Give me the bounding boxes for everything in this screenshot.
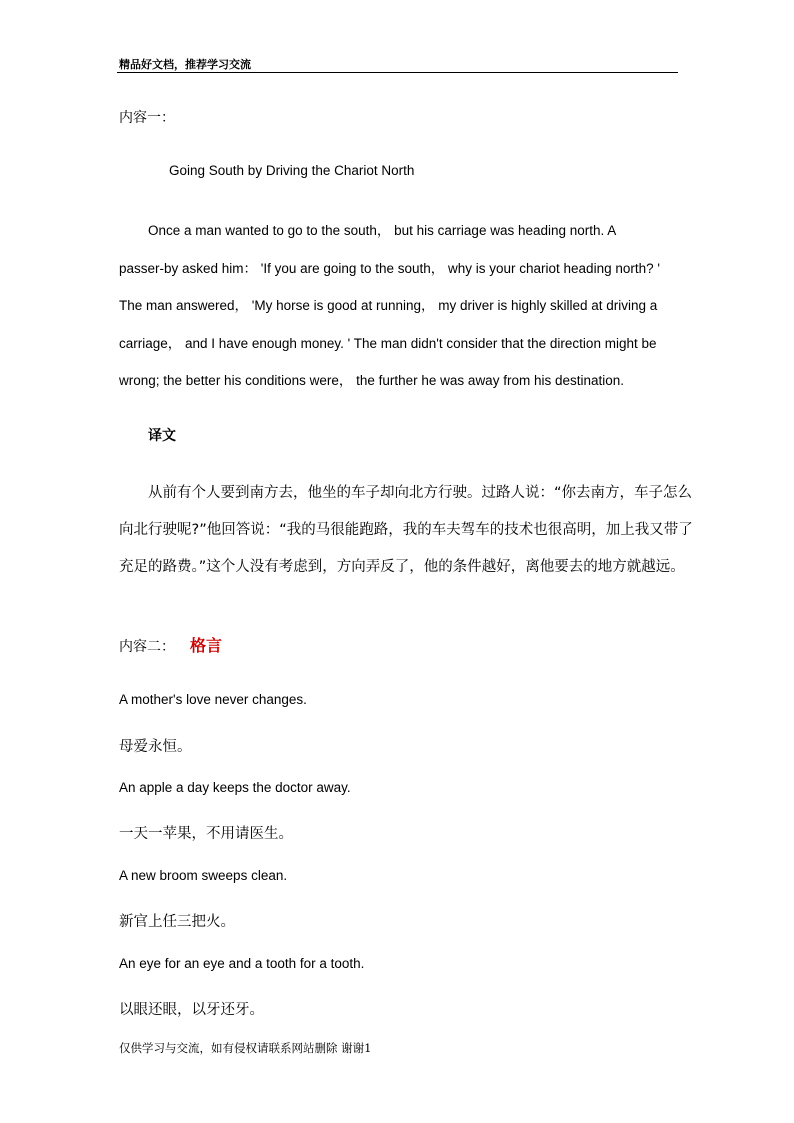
proverb-zh: 以眼还眼，以牙还牙。 <box>119 1002 264 1018</box>
story-line: Once a man wanted to go to the south， but his carriage was heading north. A <box>148 223 617 238</box>
translation-line: 充足的路费。”这个人没有考虑到，方向弄反了，他的条件越好，离他要去的地方就越远。 <box>119 559 685 575</box>
translation-line: 从前有个人要到南方去，他坐的车子却向北方行驶。过路人说：“你去南方，车子怎么 <box>148 485 693 501</box>
proverb-zh: 母爱永恒。 <box>119 739 192 755</box>
section2-label: 内容二： <box>119 639 175 655</box>
page-footer: 仅供学习与交流，如有侵权请联系网站删除 谢谢1 <box>119 1041 372 1055</box>
proverb-zh: 新官上任三把火。 <box>119 914 235 930</box>
proverb-en: An apple a day keeps the doctor away. <box>119 780 351 795</box>
page-header: 精品好文档，推荐学习交流 <box>119 58 251 71</box>
story-line: passer-by asked him： 'If you are going to the south， why is your chariot heading north? ' <box>119 261 660 276</box>
translation-heading: 译文 <box>148 428 176 444</box>
proverb-en: A new broom sweeps clean. <box>119 868 288 883</box>
story-title: Going South by Driving the Chariot North <box>169 163 415 178</box>
proverb-en: A mother's love never changes. <box>119 692 307 707</box>
section1-label: 内容一： <box>119 110 175 126</box>
proverbs-title: 格言 <box>190 636 223 655</box>
header-divider <box>117 72 678 73</box>
story-line: wrong; the better his conditions were， the further he was away from his destination. <box>119 373 625 388</box>
translation-line: 向北行驶呢?”他回答说：“我的马很能跑路，我的车夫驾车的技术也很高明，加上我又带了 <box>119 522 693 538</box>
proverb-zh: 一天一苹果，不用请医生。 <box>119 826 293 842</box>
proverb-en: An eye for an eye and a tooth for a tooth. <box>119 956 365 971</box>
story-line: The man answered， 'My horse is good at running， my driver is highly skilled at driving a <box>119 298 658 313</box>
story-line: carriage， and I have enough money. ' The man didn't consider that the direction might be <box>119 336 657 351</box>
